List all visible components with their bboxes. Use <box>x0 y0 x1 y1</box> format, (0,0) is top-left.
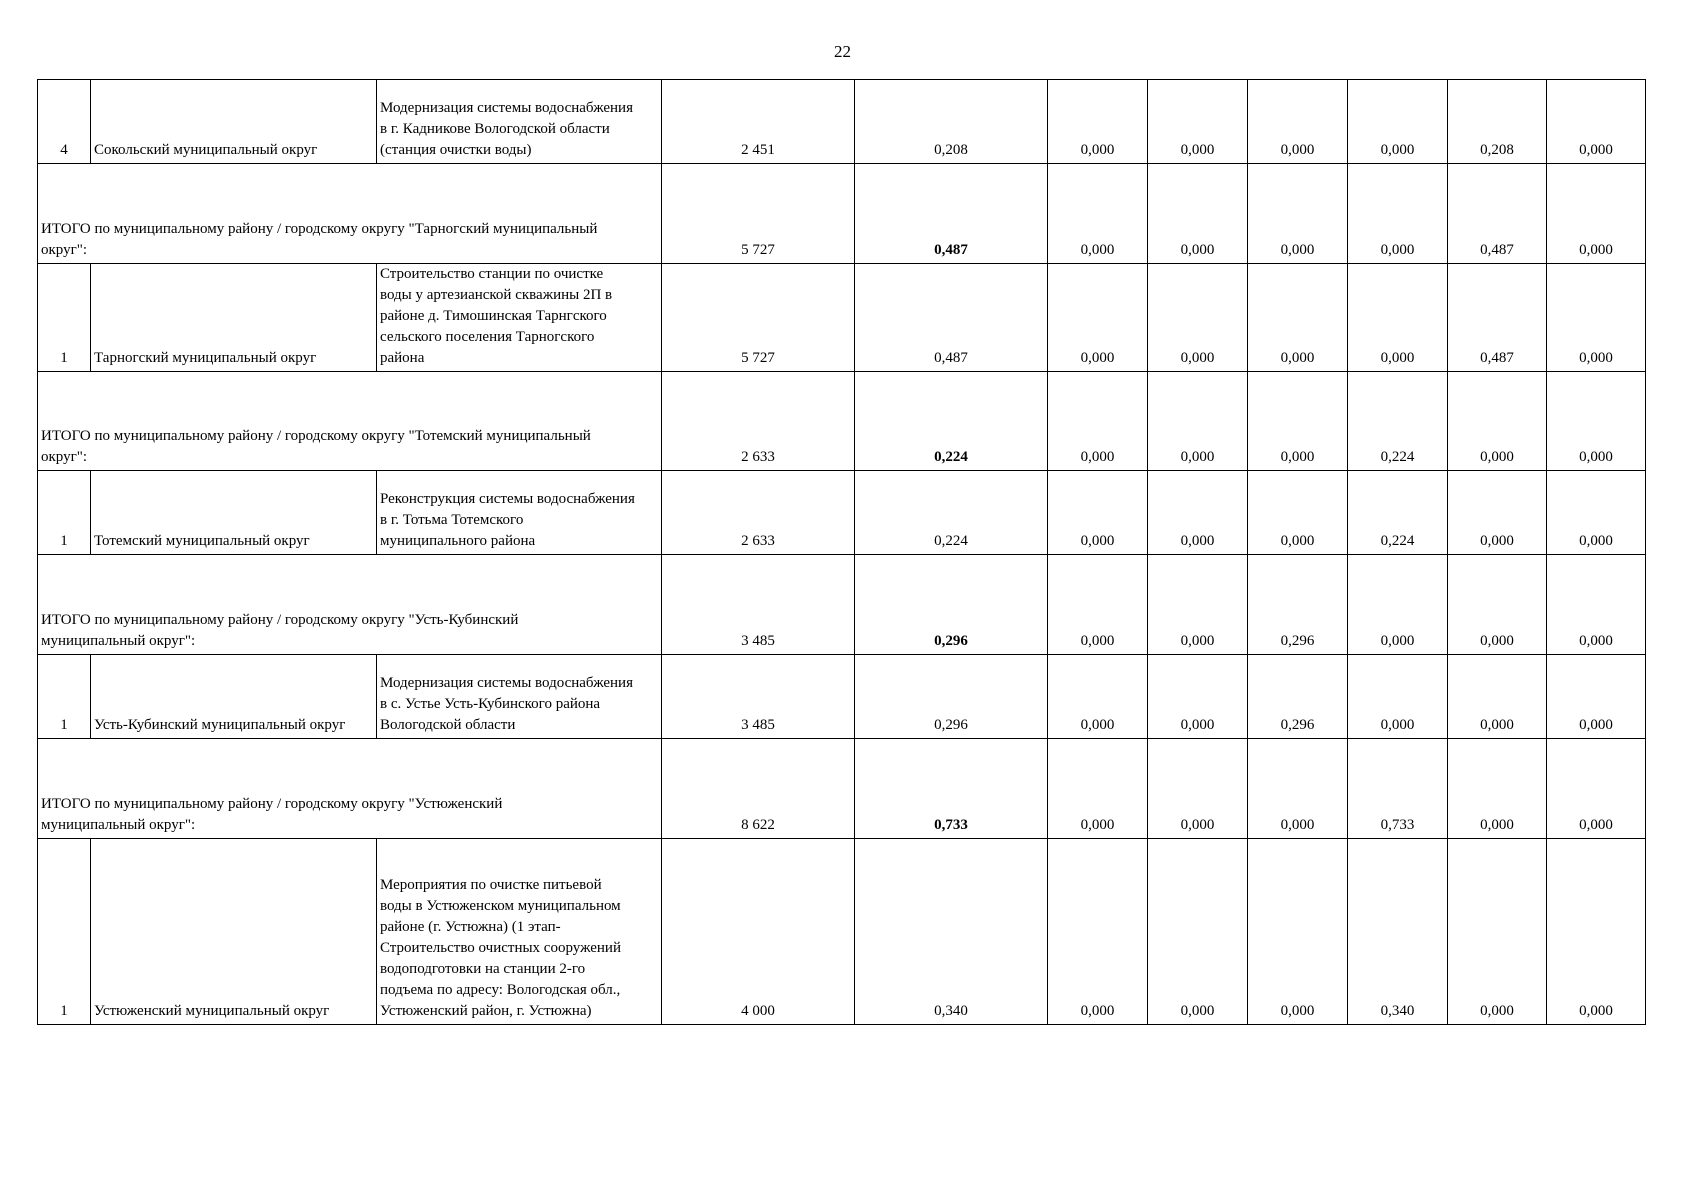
value-cell: 0,000 <box>1547 739 1646 839</box>
value-cell: 0,296 <box>1248 555 1348 655</box>
value-cell: 0,000 <box>1348 555 1448 655</box>
value-cell: 0,000 <box>1048 164 1148 264</box>
text-line: округ": <box>41 242 88 258</box>
value-cell: 0,208 <box>855 80 1048 164</box>
text-line: Модернизация системы водоснабжения <box>380 100 633 116</box>
table-row <box>38 471 1646 555</box>
value-cell: 0,208 <box>1448 80 1547 164</box>
text-line: ИТОГО по муниципальному району / городскому округу "Тотемский муниципальный <box>41 428 591 444</box>
value-cell: 0,000 <box>1048 839 1148 1025</box>
municipality-name: Тарногский муниципальный округ <box>91 264 377 372</box>
value-cell: 0,000 <box>1248 372 1348 471</box>
value-cell: 0,296 <box>1248 655 1348 739</box>
value-cell: 0,000 <box>1448 739 1547 839</box>
total-label <box>38 555 662 655</box>
project-description <box>377 471 662 555</box>
text-line: районе д. Тимошинская Тарнгского <box>380 308 607 324</box>
value-cell: 0,000 <box>1547 471 1646 555</box>
value-cell: 0,000 <box>1048 80 1148 164</box>
project-description <box>377 80 662 164</box>
text-line: (станция очистки воды) <box>380 142 532 158</box>
value-cell: 0,224 <box>855 372 1048 471</box>
total-row <box>38 739 1646 839</box>
value-cell: 3 485 <box>662 655 855 739</box>
value-cell: 0,487 <box>1448 264 1547 372</box>
value-cell: 0,000 <box>1547 164 1646 264</box>
value-cell: 0,000 <box>1547 264 1646 372</box>
text-line: муниципальный округ": <box>41 633 196 649</box>
text-line: Мероприятия по очистке питьевой <box>380 877 602 893</box>
value-cell: 0,000 <box>1148 555 1248 655</box>
value-cell: 0,000 <box>1547 80 1646 164</box>
value-cell: 4 000 <box>662 839 855 1025</box>
value-cell: 0,000 <box>1048 555 1148 655</box>
row-number: 1 <box>38 264 91 372</box>
municipality-name: Тотемский муниципальный округ <box>91 471 377 555</box>
total-label <box>38 372 662 471</box>
text-line: сельского поселения Тарногского <box>380 329 595 345</box>
value-cell: 0,000 <box>1148 264 1248 372</box>
funding-table <box>37 79 1646 1025</box>
value-cell: 0,000 <box>1348 80 1448 164</box>
value-cell: 0,000 <box>1248 739 1348 839</box>
text-line: ИТОГО по муниципальному району / городскому округу "Устюженский <box>41 796 503 812</box>
value-cell: 0,000 <box>1248 264 1348 372</box>
value-cell: 0,733 <box>855 739 1048 839</box>
value-cell: 2 633 <box>662 372 855 471</box>
value-cell: 0,000 <box>1148 372 1248 471</box>
total-label <box>38 739 662 839</box>
text-line: районе (г. Устюжна) (1 этап- <box>380 919 561 935</box>
value-cell: 0,000 <box>1248 471 1348 555</box>
value-cell: 0,487 <box>855 164 1048 264</box>
project-description <box>377 655 662 739</box>
page-number: 22 <box>834 42 851 61</box>
table-body <box>38 80 1646 1025</box>
text-line: муниципальный округ": <box>41 817 196 833</box>
text-line: подъема по адресу: Вологодская обл., <box>380 982 621 998</box>
value-cell: 0,000 <box>1547 555 1646 655</box>
value-cell: 0,000 <box>1448 655 1547 739</box>
value-cell: 0,000 <box>1547 372 1646 471</box>
text-line: Вологодской области <box>380 717 516 733</box>
value-cell: 2 633 <box>662 471 855 555</box>
text-line: округ": <box>41 449 88 465</box>
value-cell: 0,000 <box>1048 264 1148 372</box>
municipality-name: Сокольский муниципальный округ <box>91 80 377 164</box>
value-cell: 0,000 <box>1148 80 1248 164</box>
text-line: Устюженский район, г. Устюжна) <box>380 1003 592 1019</box>
value-cell: 8 622 <box>662 739 855 839</box>
municipality-name: Устюженский муниципальный округ <box>91 839 377 1025</box>
value-cell: 0,000 <box>1348 164 1448 264</box>
value-cell: 0,296 <box>855 655 1048 739</box>
text-line: Реконструкция системы водоснабжения <box>380 491 635 507</box>
text-line: ИТОГО по муниципальному району / городскому округу "Тарногский муниципальный <box>41 221 598 237</box>
value-cell: 0,000 <box>1547 839 1646 1025</box>
table-row <box>38 80 1646 164</box>
table-row <box>38 264 1646 372</box>
value-cell: 5 727 <box>662 264 855 372</box>
value-cell: 0,000 <box>1048 655 1148 739</box>
text-line: ИТОГО по муниципальному району / городскому округу "Усть-Кубинский <box>41 612 519 628</box>
value-cell: 0,224 <box>855 471 1048 555</box>
value-cell: 2 451 <box>662 80 855 164</box>
value-cell: 0,000 <box>1248 164 1348 264</box>
text-line: воды у артезианской скважины 2П в <box>380 287 613 303</box>
value-cell: 0,000 <box>1448 555 1547 655</box>
value-cell: 0,000 <box>1348 655 1448 739</box>
value-cell: 0,340 <box>855 839 1048 1025</box>
total-row <box>38 372 1646 471</box>
text-line: воды в Устюженском муниципальном <box>380 898 621 914</box>
value-cell: 0,000 <box>1448 372 1547 471</box>
value-cell: 0,224 <box>1348 372 1448 471</box>
text-line: района <box>380 350 425 366</box>
text-line: в с. Устье Усть-Кубинского района <box>380 696 601 712</box>
value-cell: 0,000 <box>1148 164 1248 264</box>
text-line: Строительство очистных сооружений <box>380 940 621 956</box>
value-cell: 0,487 <box>1448 164 1547 264</box>
row-number: 1 <box>38 655 91 739</box>
value-cell: 0,000 <box>1148 839 1248 1025</box>
value-cell: 0,000 <box>1148 739 1248 839</box>
value-cell: 0,000 <box>1547 655 1646 739</box>
value-cell: 0,000 <box>1148 655 1248 739</box>
value-cell: 5 727 <box>662 164 855 264</box>
value-cell: 0,733 <box>1348 739 1448 839</box>
value-cell: 0,224 <box>1348 471 1448 555</box>
text-line: Строительство станции по очистке <box>380 266 604 282</box>
value-cell: 0,000 <box>1048 471 1148 555</box>
text-line: Модернизация системы водоснабжения <box>380 675 633 691</box>
value-cell: 0,000 <box>1048 372 1148 471</box>
total-row <box>38 164 1646 264</box>
project-description <box>377 264 662 372</box>
value-cell: 0,000 <box>1348 264 1448 372</box>
value-cell: 0,340 <box>1348 839 1448 1025</box>
value-cell: 0,000 <box>1148 471 1248 555</box>
text-line: в г. Тотьма Тотемского <box>380 512 524 528</box>
table-row <box>38 839 1646 1025</box>
row-number: 1 <box>38 471 91 555</box>
value-cell: 3 485 <box>662 555 855 655</box>
municipality-name: Усть-Кубинский муниципальный округ <box>91 655 377 739</box>
value-cell: 0,000 <box>1048 739 1148 839</box>
value-cell: 0,000 <box>1448 839 1547 1025</box>
total-row <box>38 555 1646 655</box>
project-description <box>377 839 662 1025</box>
value-cell: 0,000 <box>1248 839 1348 1025</box>
value-cell: 0,296 <box>855 555 1048 655</box>
value-cell: 0,000 <box>1448 471 1547 555</box>
value-cell: 0,487 <box>855 264 1048 372</box>
value-cell: 0,000 <box>1248 80 1348 164</box>
text-line: водоподготовки на станции 2-го <box>380 961 586 977</box>
row-number: 4 <box>38 80 91 164</box>
row-number: 1 <box>38 839 91 1025</box>
text-line: муниципального района <box>380 533 536 549</box>
total-label <box>38 164 662 264</box>
text-line: в г. Кадникове Вологодской области <box>380 121 610 137</box>
table-row <box>38 655 1646 739</box>
